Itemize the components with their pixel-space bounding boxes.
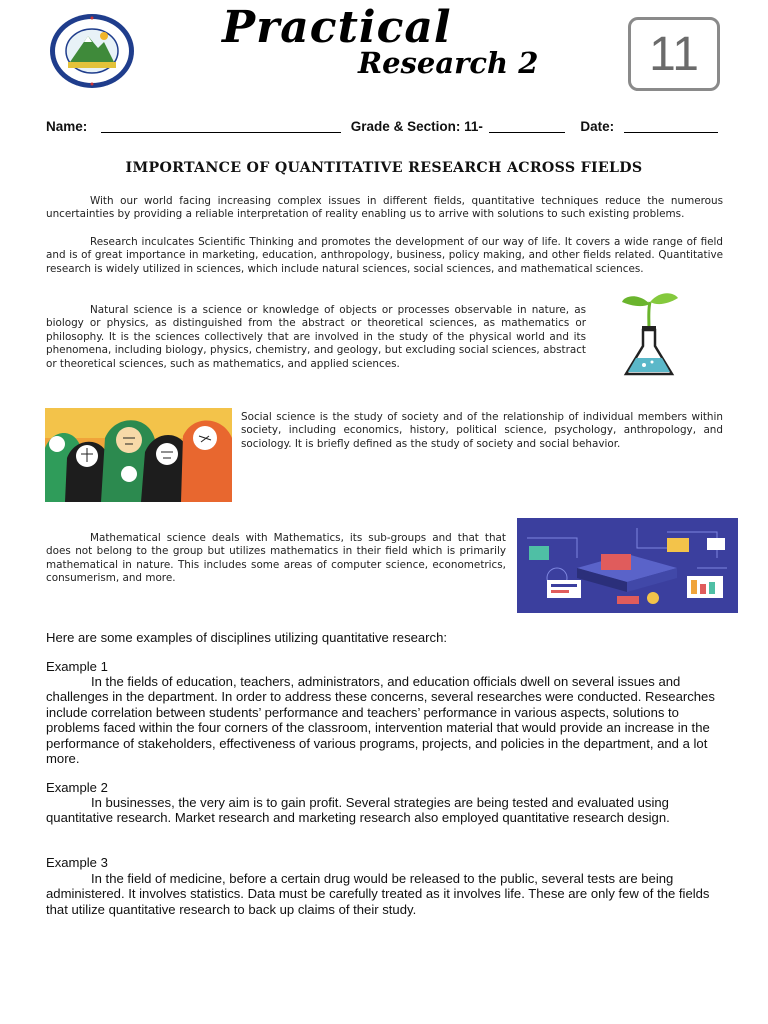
student-info-line	[46, 118, 726, 134]
name-label: Name:	[46, 119, 88, 134]
flask-plant-image	[618, 290, 680, 380]
examples-intro: Here are some examples of disciplines utilizing quantitative research:	[46, 630, 448, 645]
social-science-paragraph: Social science is the study of society and of the relationship of individual members within society, including economics, history, political science, psychology, anthropology, and sociology. It is briefly defined as the study of society and social behavior.	[241, 411, 723, 450]
title-research-2: Research 2	[358, 46, 539, 80]
section-heading: IMPORTANCE OF QUANTITATIVE RESEARCH ACROSS FIELDS	[125, 160, 643, 176]
section-blank[interactable]	[489, 118, 565, 133]
date-label: Date:	[580, 119, 615, 134]
grade-section-label: Grade & Section: 11-	[350, 119, 483, 134]
title-practical: Practical	[222, 2, 452, 53]
social-science-heads-image	[45, 408, 232, 502]
math-science-paragraph: Mathematical science deals with Mathematics, its sub-groups and that that does not belong to the group but utilizes mathematics in their field which is primarily mathematical in nature. This includes some areas of computer science, econometrics, consumerism, and more.	[46, 532, 506, 585]
intro-paragraph: With our world facing increasing complex issues in different fields, quantitative techniques reduce the numerous uncertainties by providing a reliable interpretation of reality enabling us to arrive with solutions to such existing problems.	[46, 195, 723, 221]
example-3-label: Example 3	[46, 855, 108, 870]
example-2-label: Example 2	[46, 780, 108, 795]
research-paragraph: Research inculcates Scientific Thinking and promotes the development of our way of life. It covers a wide range of field and is of great importance in marketing, education, anthropology, business, policy making, and other fields related. Quantitative research is widely utilized in sciences, which include natural sciences, social sciences, and mathematical sciences.	[46, 236, 723, 275]
name-blank[interactable]	[101, 118, 341, 133]
school-seal-logo	[48, 12, 136, 90]
date-blank[interactable]	[624, 118, 718, 133]
example-1-label: Example 1	[46, 659, 108, 674]
example-1-text: In the fields of education, teachers, administrators, and education officials dwell on several issues and challenges in the department. In order to address these concerns, several researches were conducted. Researches include correlation between students’ performance and teachers’ performance in various aspects, solutions to problems faced within the four corners of the classroom, intervention material that would provide an increase in the performance of stakeholders, effectiveness of various programs, projects, and policies in the department, and a lot more.	[46, 674, 715, 767]
example-2-text: In businesses, the very aim is to gain profit. Several strategies are being tested and evaluated using quantitative research. Market research and marketing research also employed quantitative research design.	[46, 795, 670, 826]
example-3-text: In the field of medicine, before a certain drug would be released to the public, several tests are being administered. It involves statistics. Data must be carefully treated as it involves life. These are only few of the fields that utilize quantitative research to back up claims of their study.	[46, 871, 710, 917]
grade-level-badge: 11	[628, 17, 720, 91]
natural-science-paragraph: Natural science is a science or knowledge of objects or processes observable in nature, as biology or physics, as distinguished from the abstract or theoretical sciences, as mathematics or philosophy. It is the sciences collectively that are involved in the study of the physical world and its phenomena, including biology, physics, chemistry, and geology, but excluding social sciences, abstract or theoretical sciences, such as mathematics, and applied sciences.	[46, 304, 586, 370]
mathematical-science-image	[517, 518, 738, 613]
